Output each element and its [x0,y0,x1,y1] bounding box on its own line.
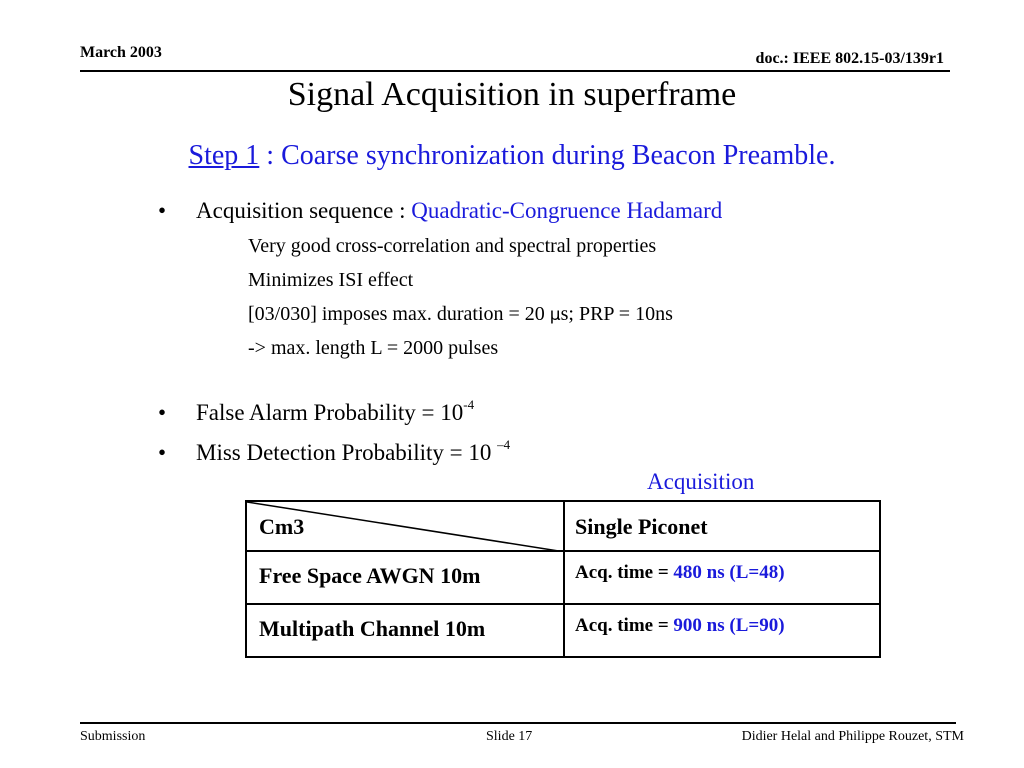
subtitle-text: : Coarse synchronization during Beacon Preamble. [259,140,836,171]
table-row [247,552,879,605]
step-link[interactable]: Step 1 [188,140,260,171]
bullet-dot: • [158,400,167,425]
table-row [247,605,879,656]
sub-item-cross-correlation: Very good cross-correlation and spectral properties [248,235,657,257]
header-divider [80,70,950,72]
acquisition-table [245,500,881,658]
sub-item-max-duration [248,303,673,326]
bullet-text: False Alarm Probability = 10 [196,400,464,425]
table-header-cell: Cm3 [247,502,565,550]
exponent: -4 [463,397,475,412]
acq-time-prefix: Acq. time = [575,562,674,583]
acq-time-value: 480 ns (L=48) [673,562,785,583]
sub-item-max-length: -> max. length L = 2000 pulses [248,337,499,359]
bullet-false-alarm [158,397,475,426]
header-date: March 2003 [80,44,162,61]
table-cell-acq-time [565,605,879,656]
table-row-label: Free Space AWGN 10m [247,552,565,603]
acq-time-value: 900 ns (L=90) [673,615,785,636]
bullet-text: Miss Detection Probability = 10 [196,440,498,465]
table-cell-acq-time [565,552,879,603]
bullet-highlight: Quadratic-Congruence Hadamard [411,198,723,223]
sub-item-isi: Minimizes ISI effect [248,269,414,291]
table-header-cell: Single Piconet [575,514,708,539]
exponent: –4 [497,437,511,452]
bullet-acquisition-sequence [158,198,722,224]
bullet-text: Acquisition sequence : [196,198,412,223]
sub-item-text: s; PRP = 10ns [560,303,673,325]
header-doc-id: doc.: IEEE 802.15-03/139r1 [755,50,944,67]
acq-time-prefix: Acq. time = [575,615,674,636]
mu-symbol: μ [549,305,561,325]
footer-submission: Submission [80,729,146,744]
bullet-dot: • [158,440,167,465]
sub-item-text: [03/030] imposes max. duration = 20 [248,303,550,325]
slide-subtitle [0,140,1024,172]
footer-divider [80,722,956,724]
table-header-row [247,502,879,552]
bullet-miss-detection [158,437,511,466]
slide-title: Signal Acquisition in superframe [287,76,737,113]
table-row-label: Multipath Channel 10m [247,605,565,656]
footer-authors: Didier Helal and Philippe Rouzet, STM [741,729,964,744]
footer-slide-number: Slide 17 [486,729,533,744]
bullet-dot: • [158,198,167,223]
acquisition-label: Acquisition [647,469,755,494]
